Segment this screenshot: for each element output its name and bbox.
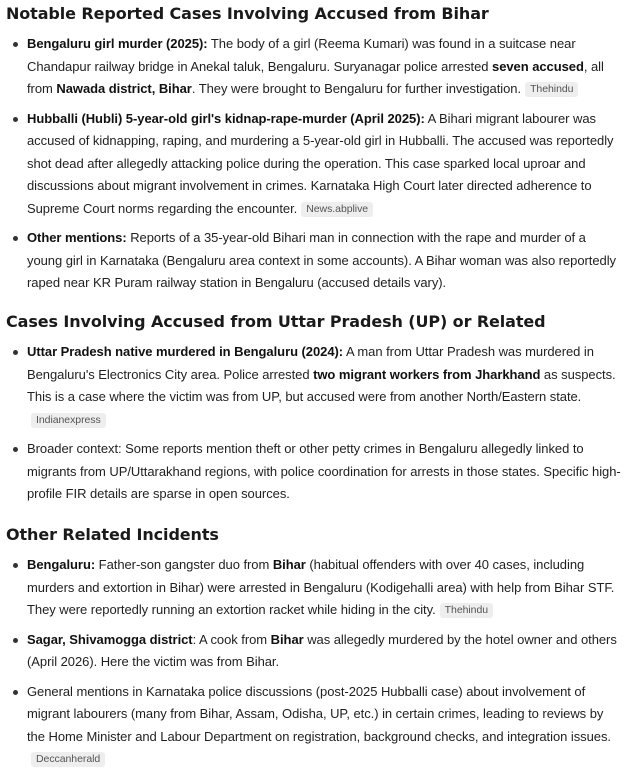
source-chip[interactable]: Indianexpress: [31, 413, 106, 428]
list-item: Other mentions: Reports of a 35-year-old Bihari man in connection with the rape and murder of a young girl in Karnataka (Bengaluru area context in some accounts). A Bihar woman was also reportedly raped near KR Puram railway station in Bengaluru (accused details vary).: [6, 227, 623, 295]
item-title: Other mentions:: [27, 230, 127, 245]
item-title: Hubballi (Hubli) 5-year-old girl's kidnap-rape-murder (April 2025):: [27, 110, 425, 126]
list-item: General mentions in Karnataka police discussions (post-2025 Hubballi case) about involvement of migrant labourers (many from Bihar, Assam, Odisha, UP, etc.) in certain crimes, leading to reviews by the Home Minister and Labour Department on registration, background checks, and integration issues.Deccanherald: [6, 681, 623, 771]
list-item: Broader context: Some reports mention theft or other petty crimes in Bengaluru allegedly linked to migrants from UP/Uttarakhand regions, with police coordination for arrests in those states. Specific high-profile FIR details are sparse in open sources.: [6, 438, 623, 506]
source-chip[interactable]: News.abplive: [301, 202, 373, 217]
bihar-cases-list: [6, 33, 623, 295]
source-chip[interactable]: Deccanherald: [31, 752, 105, 767]
list-item: Hubballi (Hubli) 5-year-old girl's kidnap-rape-murder (April 2025): A Bihari migrant labourer was accused of kidnapping, raping, and murdering a 5-year-old girl in Hubballi. The accused was reportedly shot dead after allegedly attacking police during the operation. This case sparked local uproar and discussions about migrant involvement in crimes. Karnataka High Court later directed adherence to Supreme Court norms regarding the encounter. News.abplive: [6, 108, 623, 221]
item-title: Uttar Pradesh native murdered in Bengaluru (2024):: [27, 344, 344, 359]
item-title: Bengaluru girl murder (2025):: [27, 36, 208, 51]
source-chip[interactable]: Thehindu: [440, 603, 493, 618]
list-item: Sagar, Shivamogga district: A cook from Bihar was allegedly murdered by the hotel owner and others (April 2026). Here the victim was from Bihar.: [6, 629, 623, 674]
list-item: Bengaluru girl murder (2025): The body of a girl (Reema Kumari) was found in a suitcase near Chandapur railway bridge in Anekal taluk, Bengaluru. Suryanagar police arrested seven accused, all from Nawada district, Bihar. They were brought to Bengaluru for further investigation. Thehindu: [6, 33, 623, 101]
source-chip[interactable]: Thehindu: [525, 82, 578, 97]
section-heading-bihar: Notable Reported Cases Involving Accused from Bihar: [6, 4, 489, 23]
section-heading-other: Other Related Incidents: [6, 525, 219, 544]
item-title: Bengaluru:: [27, 557, 96, 572]
section-heading-up: Cases Involving Accused from Uttar Pradesh (UP) or Related: [6, 312, 546, 331]
item-title: Sagar, Shivamogga district: [27, 631, 193, 647]
other-incidents-list: [6, 554, 623, 771]
list-item: Bengaluru: Father-son gangster duo from Bihar (habitual offenders with over 40 cases, including murders and extortion in Bihar) were arrested in Bengaluru (Kodigehalli area) with help from Bihar STF. They were reportedly running an extortion racket while hiding in the city. Thehindu: [6, 554, 623, 622]
list-item: Uttar Pradesh native murdered in Bengaluru (2024): A man from Uttar Pradesh was murdered in Bengaluru's Electronics City area. Police arrested two migrant workers from Jharkhand as suspects. This is a case where the victim was from UP, but accused were from another North/Eastern state.Indianexpress: [6, 341, 623, 431]
up-cases-list: [6, 341, 623, 506]
